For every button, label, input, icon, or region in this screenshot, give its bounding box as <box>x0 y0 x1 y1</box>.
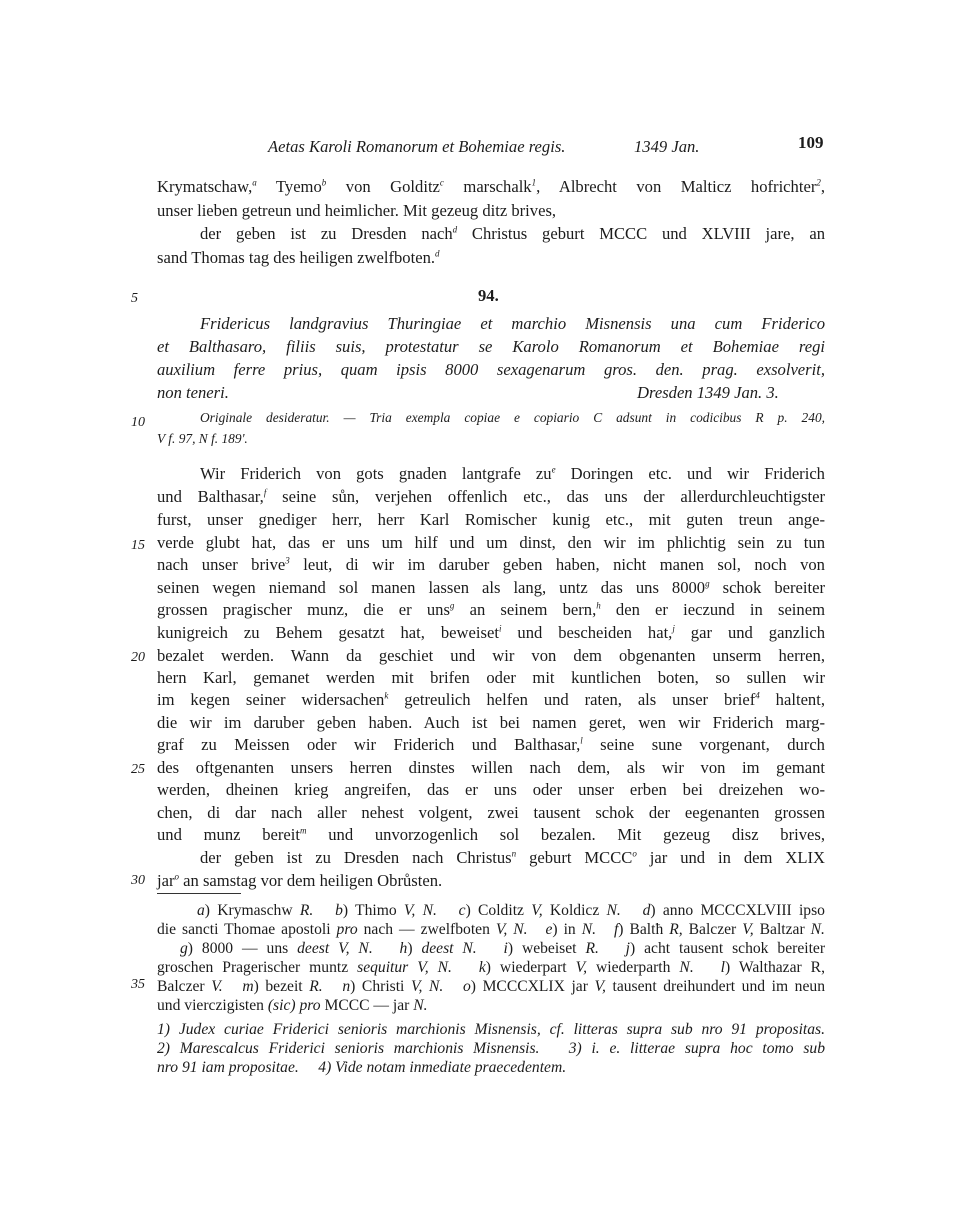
header-date: 1349 Jan. <box>634 137 700 156</box>
apparatus-line: a) Krymaschw R. b) Thimo V, N. c) Colditz V, Koldicz N. d) anno MCCCXLVIII ipso <box>197 902 825 919</box>
apparatus-line: g) 8000 — uns deest V, N. h) deest N. i) webeiset R. j) acht tausent schok bereiter <box>180 940 826 957</box>
regest-line: et Balthasaro, filiis suis, protestatur se Karolo Romanorum et Bohemiae regi <box>157 337 825 356</box>
text-line: werden, dheinen krieg angreifen, das er uns oder unser erben bei dreizehen wo- <box>157 780 825 799</box>
regest-line: Fridericus landgravius Thuringiae et marchio Misnensis una cum Friderico <box>200 314 825 333</box>
text-line: jar$^o$ an samstag vor dem heiligen Obrůsten. <box>157 871 443 890</box>
text-line: Wir Friderich von gots gnaden lantgrafe $zu^e$ Doringen etc. und wir Friderich <box>200 464 825 483</box>
regest-line: non teneri. <box>157 383 229 402</box>
text-line: der geben ist zu Dresden nach Christus$^n$ geburt MCCC$^o$ jar und in dem XLIX <box>200 848 825 867</box>
text-line: und Balthasar,$^f$ seine sůn, verjehen offenlich etc., das uns der allerdurchleuchtigster <box>157 487 826 506</box>
line-number: 20 <box>131 650 145 665</box>
text-line: kunigreich zu Behem gesatzt hat, beweiset$^i$ und bescheiden hat,$^j$ gar und ganzlich <box>157 623 825 642</box>
preceding-line: sand Thomas tag des heiligen zwelfboten.$^d$ <box>157 248 440 267</box>
footnote-line: 2) Marescalcus Friderici senioris marchionis Misnensis. 3) i. e. litterae supra hoc tomo sub <box>157 1040 825 1057</box>
text-line: und munz bereit$^m$ und unvorzogenlich sol bezalen. Mit gezeug disz brives, <box>157 825 826 844</box>
line-number: 30 <box>131 873 145 888</box>
preceding-line: der geben ist zu Dresden nach$^d$ Christus geburt MCCC und XLVIII jare, an <box>200 224 825 243</box>
text-line: chen, di dar nach aller nehest volgent, zwei tausent schok der eegenanten grossen <box>157 803 825 822</box>
line-number: 25 <box>131 762 145 777</box>
text-line: bezalet werden. Wann da geschiet und wir von dem obgenanten unserm herren, <box>157 646 825 665</box>
footnote-rule <box>157 893 241 894</box>
apparatus-line: groschen Pragerischer muntz sequitur V, N. k) wiederpart V, wiederparth N. l) Walthazar R, <box>157 959 825 976</box>
text-line: die wir im daruber geben haben. Auch ist bei namen geret, wen wir Friderich marg- <box>157 713 825 732</box>
document-number: 94. <box>478 286 499 305</box>
regest-line: auxilium ferre prius, quam ipsis 8000 sexagenarum gros. den. prag. exsolverit, <box>157 360 825 379</box>
preceding-line: unser lieben getreun und heimlicher. Mit gezeug ditz brives, <box>157 201 557 220</box>
source-note: Originale desideratur. — Tria exempla copiae e copiario C adsunt in codicibus R p. 240, <box>200 410 825 425</box>
line-number: 10 <box>131 415 145 430</box>
source-note: V f. 97, N f. 189'. <box>157 431 248 446</box>
text-line: des oftgenanten unsers herren dinstes willen nach dem, als wir von im gemant <box>157 758 825 777</box>
text-line: furst, unser gnediger herr, herr Karl Romischer kunig etc., mit guten treun ange- <box>157 510 825 529</box>
apparatus-line: die sancti Thomae apostoli pro nach — zwelfboten V, N. e) in N. f) Baltħ R, Balczer V, Baltzar N. <box>157 921 825 938</box>
text-line: verde glubt hat, das er uns um hilf und um dinst, den wir im phlichtig sein zu tun <box>157 533 825 552</box>
text-line: grossen pragischer munz, die er uns$^g$ an seinem bern,$^h$ den er ieczund in seinem <box>157 600 825 619</box>
line-number: 35 <box>131 977 145 992</box>
text-line: nach unser brive$^3$ leut, di wir im daruber geben haben, nicht manen sol, noch von <box>157 555 825 574</box>
line-number: 15 <box>131 538 145 553</box>
text-line: seinen wegen niemand sol manen lassen als lang, untz das uns 8000$^g$ schok bereiter <box>157 578 825 597</box>
footnote-line: 1) Judex curiae Friderici senioris marchionis Misnensis, cf. litteras supra sub nro 91 propositas. <box>157 1021 825 1038</box>
preceding-line: Krymatschaw,$^a$ Tyemo$^b$ von Golditz$^c$ marschalk$^1$, Albrecht von Malticz hofrichter$^2$, <box>157 177 825 196</box>
footnote-line: nro 91 iam propositae. 4) Vide notam inmediate praecedentem. <box>157 1059 567 1076</box>
apparatus-line: Balczer V. m) bezeit R. n) Christi V, N. o) MCCCXLIX jar V, tausent dreihundert und im neun <box>157 978 825 995</box>
text-line: im kegen seiner widersachen$^k$ getreulich helfen und raten, als unser brief$^4$ haltent, <box>157 690 825 709</box>
line-number: 5 <box>131 291 138 306</box>
place-date: Dresden 1349 Jan. 3. <box>637 383 779 402</box>
text-line: hern Karl, gemanet werden mit brifen oder mit kuntlichen boten, so sullen wir <box>157 668 825 687</box>
apparatus-line: und vierczigisten (sic) pro MCCC — jar N. <box>157 997 428 1014</box>
running-title: Aetas Karoli Romanorum et Bohemiae regis. <box>268 137 566 156</box>
page-number: 109 <box>798 133 824 152</box>
text-line: graf zu Meissen oder wir Friderich und Balthasar,$^l$ seine sune vorgenant, durch <box>157 735 825 754</box>
